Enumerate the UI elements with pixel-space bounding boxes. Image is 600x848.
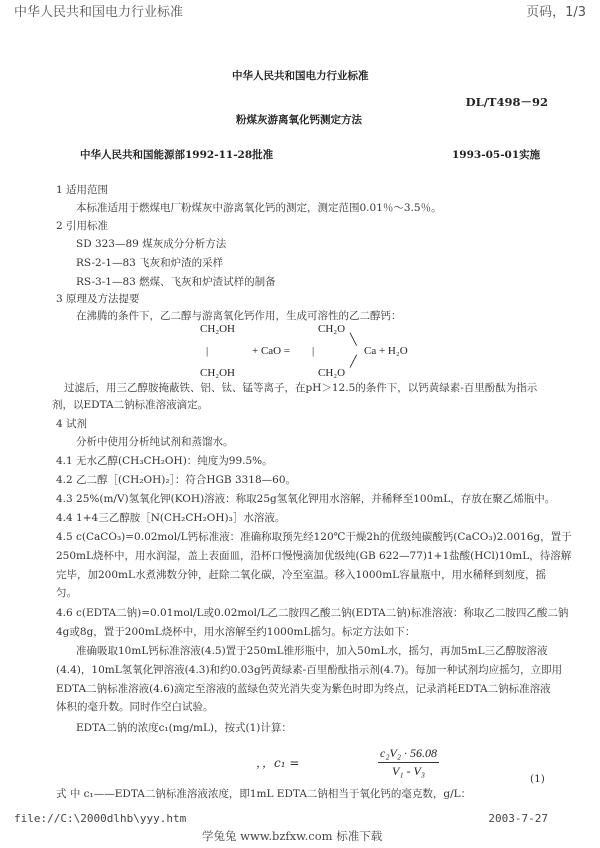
reference-item: SD 323—89 煤灰成分分析方法 bbox=[76, 238, 227, 250]
reactant-cao: + CaO = bbox=[252, 345, 291, 357]
section-heading: 3 原理及方法提要 bbox=[56, 293, 140, 305]
effective-date: 1993-05-01实施 bbox=[452, 149, 541, 161]
paragraph-line: 4g或8g，置于200mL烧杯中，用水溶解至约1000mL摇匀。标定方法如下： bbox=[56, 626, 416, 638]
bond-slash: ╲ bbox=[350, 334, 357, 346]
paragraph-line: 250mL烧杯中，用水润湿，盖上表面皿，沿杯口慢慢滴加优级纯(GB 622—77)1+1盐酸(HCl)10mL，待溶解 bbox=[56, 550, 572, 562]
paragraph-line: EDTA二钠标准溶液(4.6)滴定至溶液的蓝绿色荧光消失变为紫色时即为终点，记录消耗EDTA二钠标准溶液 bbox=[56, 683, 551, 695]
header-title: 中华人民共和国电力行业标准 bbox=[14, 5, 184, 20]
page-number: 页码，1/3 bbox=[526, 5, 586, 20]
reagent-item: 4.2 乙二醇［(CH₂OH)₂］：符合HGB 3318—60。 bbox=[56, 474, 297, 486]
product-ca: Ca + H₂O bbox=[364, 345, 408, 357]
bond-line: | bbox=[206, 345, 209, 357]
reagent-item: 4.4 1+4三乙醇胺［N(CH₂CH₂OH)₃］水溶液。 bbox=[56, 512, 286, 524]
formula-numerator: c₂V₂ · 56.08 bbox=[378, 746, 439, 763]
paragraph-line: 分析中使用分析纯试剂和蒸馏水。 bbox=[76, 436, 234, 448]
reference-item: RS-3-1—83 燃煤、飞灰和炉渣试样的制备 bbox=[76, 276, 276, 288]
reagent-item: 4.1 无水乙醇(CH₃CH₂OH)：纯度为99.5%。 bbox=[56, 455, 273, 467]
paragraph-line: 过滤后，用三乙醇胺掩蔽铁、铝、钛、锰等离子，在pH＞12.5的条件下，以钙黄绿素-百里酚酞为指示 bbox=[64, 382, 538, 394]
paragraph-line: 本标准适用于燃煤电厂粉煤灰中游离氧化钙的测定，测定范围0.01％～3.5％。 bbox=[76, 202, 442, 214]
document-title: 粉煤灰游离氧化钙测定方法 bbox=[236, 114, 362, 126]
bond-line: | bbox=[312, 345, 315, 357]
section-heading: 1 适用范围 bbox=[56, 184, 109, 196]
section-heading: 4 试剂 bbox=[56, 418, 88, 430]
product-bottom: CH₂O bbox=[318, 367, 346, 379]
paragraph-line: 在沸腾的条件下，乙二醇与游离氧化钙作用，生成可溶性的乙二醇钙： bbox=[76, 310, 402, 322]
reactant-top: CH₂OH bbox=[200, 323, 236, 335]
paragraph-line: 体积的毫升数。同时作空白试验。 bbox=[56, 701, 214, 713]
paragraph-line: (4.4)，10mL氢氧化钾溶液(4.3)和约0.03g钙黄绿素-百里酚酞指示剂(4.7)。每加一种试剂均应摇匀，立即用 bbox=[56, 664, 563, 676]
paragraph-line: 式 中 c₁——EDTA二钠标准溶液浓度，即1mL EDTA二钠相当于氧化钙的毫克数，g/L： bbox=[56, 788, 472, 800]
bond-slash: ╱ bbox=[350, 356, 357, 368]
reference-item: RS-2-1—83 飞灰和炉渣的采样 bbox=[76, 257, 224, 269]
paragraph-line: 剂，以EDTA二钠标准溶液滴定。 bbox=[52, 399, 209, 411]
paragraph-line: 匀。 bbox=[56, 587, 77, 599]
formula-denominator: V₁ - V₃ bbox=[392, 764, 425, 778]
reagent-item: 4.6 c(EDTA二钠)=0.01mol/L或0.02mol/L乙二胺四乙酸二钠(EDTA二钠)标准溶液：称取乙二胺四乙酸二钠 bbox=[56, 607, 569, 619]
paragraph-line: 准确吸取10mL钙标准溶液(4.5)置于250mL锥形瓶中，加入50mL水，摇匀，再加5mL三乙醇胺溶液 bbox=[76, 645, 548, 657]
approval-text: 中华人民共和国能源部1992-11-28批准 bbox=[80, 149, 274, 161]
reagent-item: 4.5 c(CaCO₃)=0.02mol/L钙标准液：准确称取预先经120℃干燥2h的优级纯碳酸钙(CaCO₃)2.0016g，置于 bbox=[56, 531, 572, 543]
paragraph-line: EDTA二钠的浓度c₁(mg/mL)，按式(1)计算： bbox=[76, 722, 292, 734]
footer-date: 2003-7-27 bbox=[488, 812, 548, 825]
product-top: CH₂O bbox=[318, 323, 346, 335]
formula-prefix: ，，c₁ = bbox=[256, 756, 300, 770]
org-title: 中华人民共和国电力行业标准 bbox=[232, 70, 369, 82]
reagent-item: 4.3 25%(m/V)氢氧化钾(KOH)溶液：称取25g氢氧化钾用水溶解，并稀释至100mL，存放在聚乙烯瓶中。 bbox=[56, 493, 556, 505]
standard-code: DL/T498－92 bbox=[465, 95, 548, 109]
formula-fraction bbox=[378, 746, 439, 779]
formula-number: (1) bbox=[530, 773, 545, 785]
watermark-text: 学兔兔 www.bzfxw.com 标准下载 bbox=[202, 829, 383, 843]
section-heading: 2 引用标准 bbox=[56, 220, 109, 232]
paragraph-line: 完毕，加200mL水煮沸数分钟，赶除二氧化碳，冷至室温。移入1000mL容量瓶中，用水稀释到刻度，摇 bbox=[56, 569, 547, 581]
reactant-bottom: CH₂OH bbox=[200, 367, 236, 379]
footer-file-path: file://C:\2000dlhb\yyy.htm bbox=[14, 812, 187, 825]
